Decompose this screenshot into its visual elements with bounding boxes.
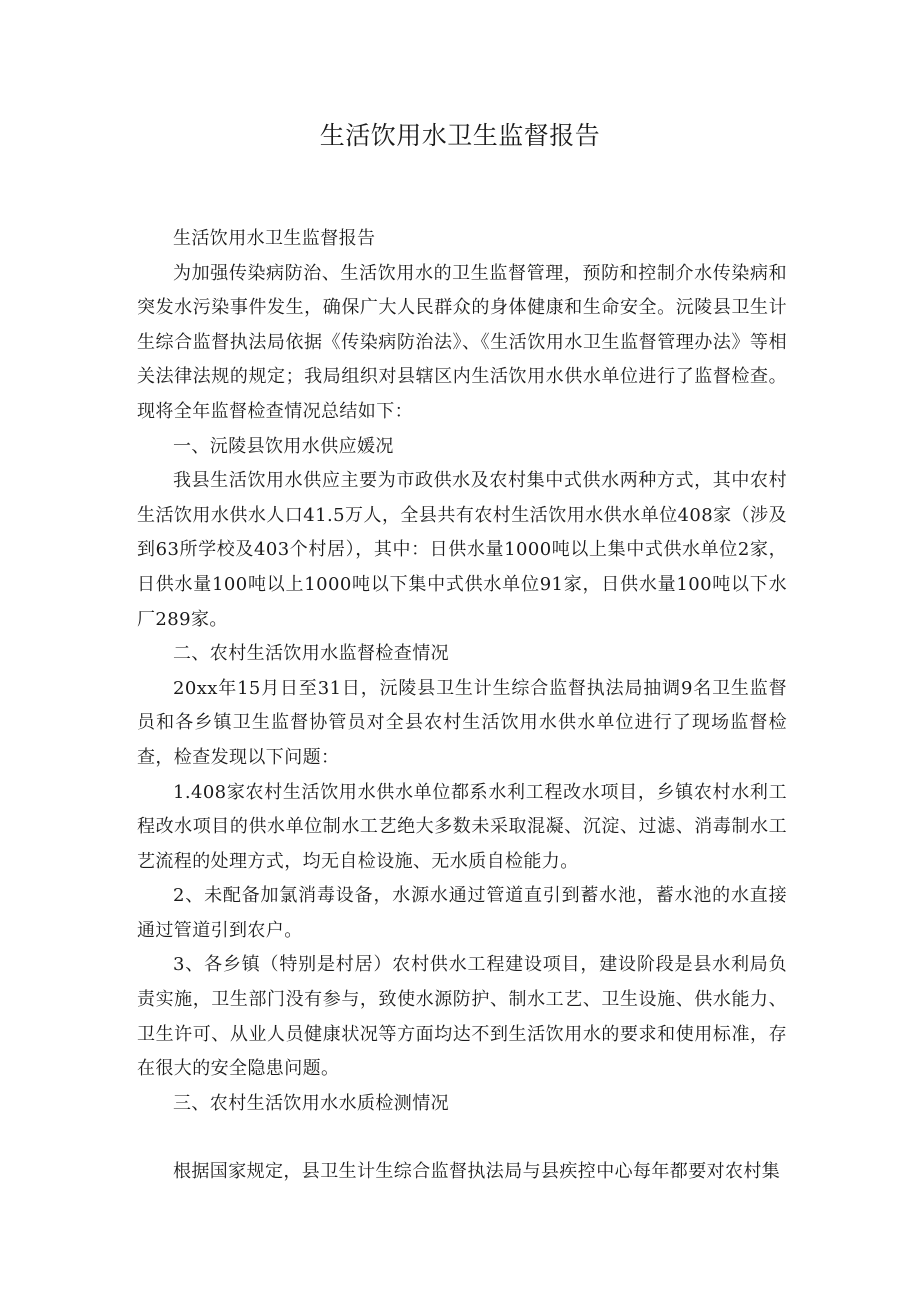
paragraph-water-testing: 根据国家规定，县卫生计生综合监督执法局与县疾控中心每年都要对农村集 [173,1161,781,1183]
paragraph-inspection: 20xx年15月日至31日，沅陵县卫生计生综合监督执法局抽调9名卫生监督员和各乡镇卫生监督协管员对全县农村生活饮用水供水单位进行了现场监督检查，检查发现以下问题： [137,677,787,768]
document-title: 生活饮用水卫生监督报告 [319,121,601,150]
list-item-problem-3: 3、各乡镇（特别是村居）农村供水工程建设项目，建设阶段是县水利局负责实施，卫生部门没有参与，致使水源防护、制水工艺、卫生设施、供水能力、卫生许可、从业人员健康状况等方面均达不到生活饮用水的要求和使用标准，存在很大的安全隐患问题。 [137,954,787,1080]
section-heading-2: 二、农村生活饮用水监督检查情况 [173,643,449,665]
list-item-problem-1: 1.408家农村生活饮用水供水单位都系水利工程改水项目，乡镇农村水利工程改水项目的供水单位制水工艺绝大多数未采取混凝、沉淀、过滤、消毒制水工艺流程的处理方式，均无自检设施、无水质自检能力。 [137,781,787,872]
document-body [137,222,787,1190]
paragraph-intro: 为加强传染病防治、生活饮用水的卫生监督管理，预防和控制介水传染病和突发水污染事件发生，确保广大人民群众的身体健康和生命安全。沅陵县卫生计生综合监督执法局依据《传染病防治法》、《生活饮用水卫生监督管理办法》等相关法律法规的规定；我局组织对县辖区内生活饮用水供水单位进行了监督检查。现将全年监督检查情况总结如下： [137,262,787,422]
list-item-problem-2: 2、未配备加氯消毒设备，水源水通过管道直引到蓄水池，蓄水池的水直接通过管道引到农户。 [137,885,787,941]
paragraph-supply-status: 我县生活饮用水供应主要为市政供水及农村集中式供水两种方式，其中农村生活饮用水供水人口41.5万人，全县共有农村生活饮用水供水单位408家（涉及到63所学校及403个村居），其中：日供水量1000吨以上集中式供水单位2家，日供水量100吨以上1000吨以下集中式供水单位91家，日供水量100吨以下水厂289家。 [137,470,787,630]
paragraph-subtitle: 生活饮用水卫生监督报告 [173,228,376,249]
section-heading-3: 三、农村生活饮用水水质检测情况 [173,1092,449,1114]
section-heading-1: 一、沅陵县饮用水供应媛况 [173,435,394,457]
